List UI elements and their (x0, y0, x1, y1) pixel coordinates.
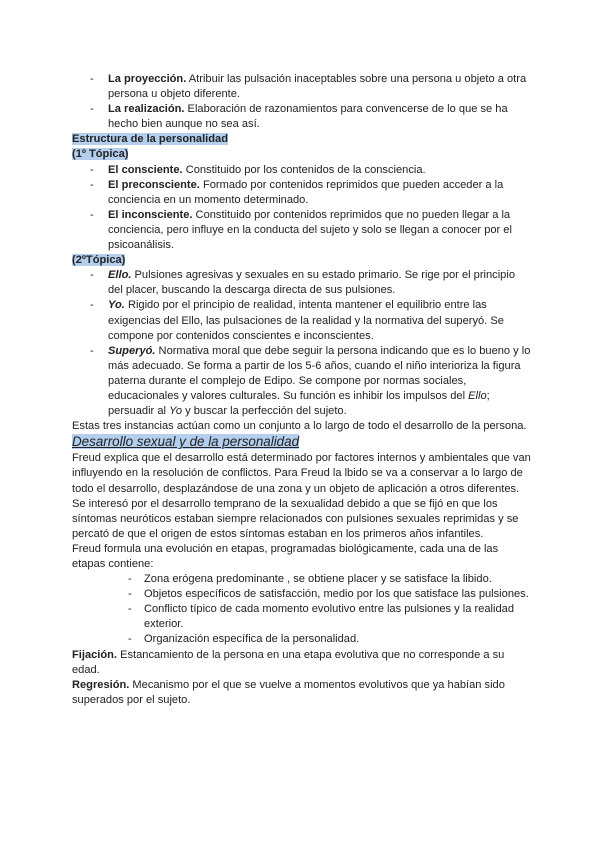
list-item (72, 298, 532, 343)
paragraph: Estas tres instancias actúan como un conjunto a lo largo de todo el desarrollo de la persona. (72, 420, 527, 433)
dash-bullet: - (90, 163, 94, 176)
dash-bullet: - (90, 299, 94, 312)
dash-bullet: - (90, 344, 94, 357)
dash-bullet: - (128, 633, 132, 646)
dash-bullet: - (128, 603, 132, 616)
list-text: Zona erógena predominante , se obtiene placer y se satisface la libido. (144, 573, 492, 586)
term: El inconsciente. (108, 208, 193, 221)
section-heading: Estructura de la personalidad (72, 133, 228, 146)
subsection-heading: (2ºTópica) (72, 254, 126, 267)
definition: Elaboración de razonamientos para convencerse de lo que se ha hecho bien aunque no sea así. (108, 103, 508, 131)
list-text: Conflicto típico de cada momento evolutivo entre las pulsiones y la realidad exterior. (144, 603, 514, 631)
definition: Estancamiento de la persona en una etapa evolutiva que no corresponde a su edad. (72, 648, 505, 676)
dash-bullet: - (90, 73, 94, 85)
list-item (72, 587, 532, 602)
term: Fijación. (72, 648, 117, 661)
definition: Mecanismo por el que se vuelve a momentos evolutivos que ya habían sido superados por el sujeto. (72, 678, 505, 706)
list-item (72, 632, 532, 647)
list-item (72, 102, 532, 132)
term: La realización. (108, 103, 185, 116)
term: El preconsciente. (108, 178, 200, 191)
list-item (72, 178, 532, 208)
list-item (72, 208, 532, 253)
term: Regresión. (72, 678, 130, 691)
list-text: Organización específica de la personalidad. (144, 633, 360, 646)
dash-bullet: - (128, 573, 132, 586)
list-item (72, 72, 532, 102)
dash-bullet: - (90, 178, 94, 191)
definition-mid: ; persuadir al (108, 389, 490, 418)
definition: Formado por contenidos reprimidos que pueden acceder a la conciencia en un momento determinado. (108, 178, 504, 206)
italic-yo: Yo (169, 405, 183, 418)
list-text: Objetos específicos de satisfacción, medio por los que satisface las pulsiones. (144, 588, 529, 601)
term: Yo. (108, 299, 125, 312)
italic-ello: Ello (468, 389, 487, 402)
definition: Constituido por los contenidos de la consciencia. (182, 163, 426, 176)
definition-end: y buscar la perfección del sujeto. (182, 405, 347, 418)
dash-bullet: - (128, 588, 132, 601)
paragraph-regresion (72, 678, 532, 708)
term: El consciente. (108, 163, 183, 176)
dash-bullet: - (90, 208, 94, 221)
list-item (72, 268, 532, 298)
list-item (72, 163, 532, 178)
paragraph: Freud formula una evolución en etapas, programadas biológicamente, cada una de las etapas contiene: (72, 542, 499, 570)
document-body (72, 72, 532, 708)
definition: Normativa moral que debe seguir la persona indicando que es lo bueno y lo más adecuado. Se forma a partir de los 5-6 años, cuando el niño interioriza la figura paterna durante el complejo de Edipo. Se compone por normas sociales, educacionales y valores culturales. Su función es inhibir los impulsos del (108, 344, 531, 402)
paragraph: Freud explica que el desarrollo está determinado por factores internos y ambientales que van influyendo en la resolución de conflictos. Para Freud la lbido se va a conservar a lo largo de todo el desarrollo, desplazándose de una zona y un objeto de aplicación a otros diferentes. Se interesó por el desarrollo temprano de la sexualidad debido a que se fijó en que los síntomas neuróticos estaban siempre relacionados con pulsiones sexuales reprimidas y se percató de que el origen de estos síntomas estaban en los primeros años infantiles. (72, 452, 531, 540)
term: La proyección. (108, 73, 187, 85)
definition: Rigido por el principio de realidad, intenta mantener el equilibrio entre las exigencias del Ello, las pulsaciones de la realidad y la normativa del superyó. Se compone por contenidos conscientes e inconscientes. (108, 299, 504, 342)
definition: Pulsiones agresivas y sexuales en su estado primario. Se rige por el principio del placer, buscando la descarga directa de sus pulsiones. (108, 269, 515, 297)
dash-bullet: - (90, 269, 94, 282)
definition: Atribuir las pulsación inaceptables sobre una persona u objeto a otra persona u objeto diferente. (108, 73, 527, 101)
term: Superyó. (108, 344, 156, 357)
term: Ello. (108, 269, 132, 282)
list-item (72, 344, 532, 419)
section-heading-desarrollo: Desarrollo sexual y de la personalidad (72, 434, 300, 450)
list-item (72, 602, 532, 632)
list-item (72, 572, 532, 587)
paragraph-fijacion (72, 648, 532, 678)
subsection-heading: (1º Tópica) (72, 148, 129, 161)
definition: Constituido por contenidos reprimidos que no pueden llegar a la conciencia, pero influye en la conducta del sujeto y solo se llegan a conocer por el psicoanálisis. (108, 208, 512, 252)
dash-bullet: - (90, 103, 94, 116)
